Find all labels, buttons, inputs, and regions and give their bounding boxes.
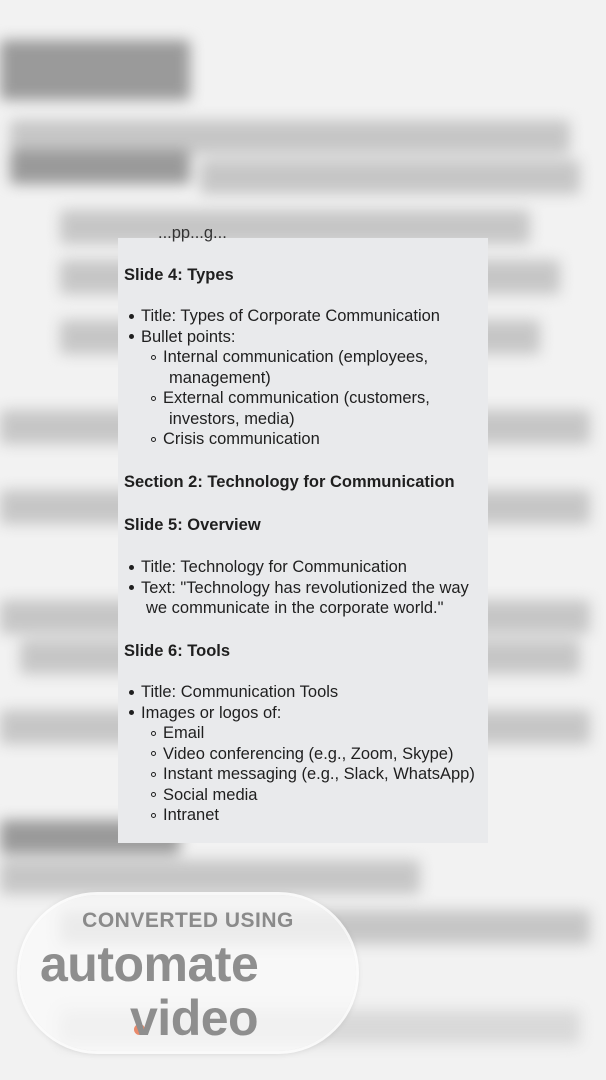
bullet-dot	[129, 585, 134, 590]
slide6-sub-bullet: Video conferencing (e.g., Zoom, Skype)	[163, 745, 454, 763]
sub-bullet-ring	[151, 396, 156, 401]
slide6-heading: Slide 6: Tools	[124, 642, 231, 660]
sub-bullet-ring	[151, 813, 156, 818]
sub-bullet-ring	[151, 355, 156, 360]
bullet-dot	[129, 565, 134, 570]
slide4-bullet: Bullet points:	[141, 328, 236, 346]
bullet-dot	[129, 690, 134, 695]
slide4-sub-bullet-cont: management)	[169, 369, 271, 387]
bullet-dot	[129, 314, 134, 319]
slide4-sub-bullet: External communication (customers,	[163, 389, 430, 407]
slide5-bullet: Text: "Technology has revolutionized the way	[141, 579, 469, 597]
sub-bullet-ring	[151, 772, 156, 777]
slide6-bullet: Images or logos of:	[141, 704, 282, 722]
sub-bullet-ring	[151, 792, 156, 797]
sub-bullet-ring	[151, 731, 156, 736]
slide4-heading: Slide 4: Types	[124, 266, 234, 284]
slide6-sub-bullet: Intranet	[163, 806, 219, 824]
slide6-sub-bullet: Instant messaging (e.g., Slack, WhatsApp)	[163, 765, 475, 783]
slide4-sub-bullet: Crisis communication	[163, 430, 320, 448]
bullet-dot	[129, 710, 134, 715]
slide6-sub-bullet: Social media	[163, 786, 258, 804]
partial-top-line: ...pp...g...	[158, 224, 227, 242]
slide5-bullet: Title: Technology for Communication	[141, 558, 407, 576]
watermark-badge	[20, 895, 356, 1051]
slide4-sub-bullet-cont: investors, media)	[169, 410, 295, 428]
bullet-dot	[129, 334, 134, 339]
slide5-bullet-cont: we communicate in the corporate world."	[146, 599, 444, 617]
slide6-sub-bullet: Email	[163, 724, 205, 742]
watermark-word-automate: automate	[40, 936, 259, 992]
slide5-heading: Slide 5: Overview	[124, 516, 261, 534]
slide4-sub-bullet: Internal communication (employees,	[163, 348, 429, 366]
document-card	[118, 224, 488, 843]
section2-heading: Section 2: Technology for Communication	[124, 473, 455, 491]
slide6-bullet: Title: Communication Tools	[141, 683, 339, 701]
sub-bullet-ring	[151, 751, 156, 756]
watermark-top-text: CONVERTED USING	[82, 909, 294, 932]
sub-bullet-ring	[151, 437, 156, 442]
watermark-word-video: video	[130, 990, 259, 1046]
slide4-bullet: Title: Types of Corporate Communication	[141, 307, 440, 325]
